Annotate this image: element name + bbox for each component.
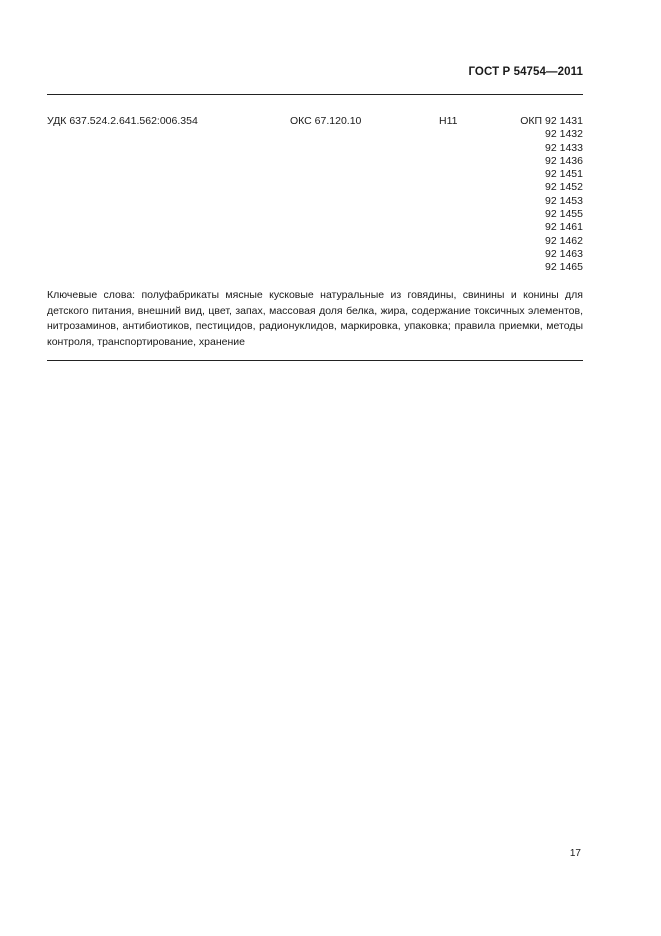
okp-code: 92 1453 [545, 194, 583, 207]
okp-code: ОКП 92 1431 [520, 115, 583, 127]
okp-code: 92 1432 [545, 128, 583, 141]
okp-code: 92 1463 [545, 247, 583, 260]
okp-codes-list [520, 115, 583, 275]
okp-code: 92 1433 [545, 141, 583, 154]
footer-divider [47, 360, 583, 361]
okp-code: 92 1465 [545, 261, 583, 274]
page-number: 17 [569, 848, 581, 859]
keywords-paragraph: Ключевые слова: полуфабрикаты мясные кусковые натуральные из говядины, свинины и конины для детского питания, внешний вид, цвет, запах, массовая доля белка, жира, содержание токсичных элементов, нитрозаминов, антибиотиков, пестицидов, радионуклидов, маркировка, упаковка; правила приемки, методы контроля, транспортирование, хранение [47, 289, 583, 348]
okp-code: 92 1455 [545, 208, 583, 221]
okp-code: 92 1461 [545, 221, 583, 234]
group-code: Н11 [439, 115, 458, 127]
okp-label: ОКП [520, 115, 543, 127]
okp-code: 92 1452 [545, 181, 583, 194]
header-divider [47, 94, 583, 95]
okp-code: 92 1436 [545, 154, 583, 167]
oks-code: ОКС 67.120.10 [290, 115, 362, 127]
standard-code: ГОСТ Р 54754—2011 [468, 66, 583, 78]
okp-code: 92 1451 [545, 168, 583, 181]
classification-block [47, 115, 583, 275]
udk-code: УДК 637.524.2.641.562:006.354 [47, 115, 198, 127]
okp-code: 92 1462 [545, 234, 583, 247]
